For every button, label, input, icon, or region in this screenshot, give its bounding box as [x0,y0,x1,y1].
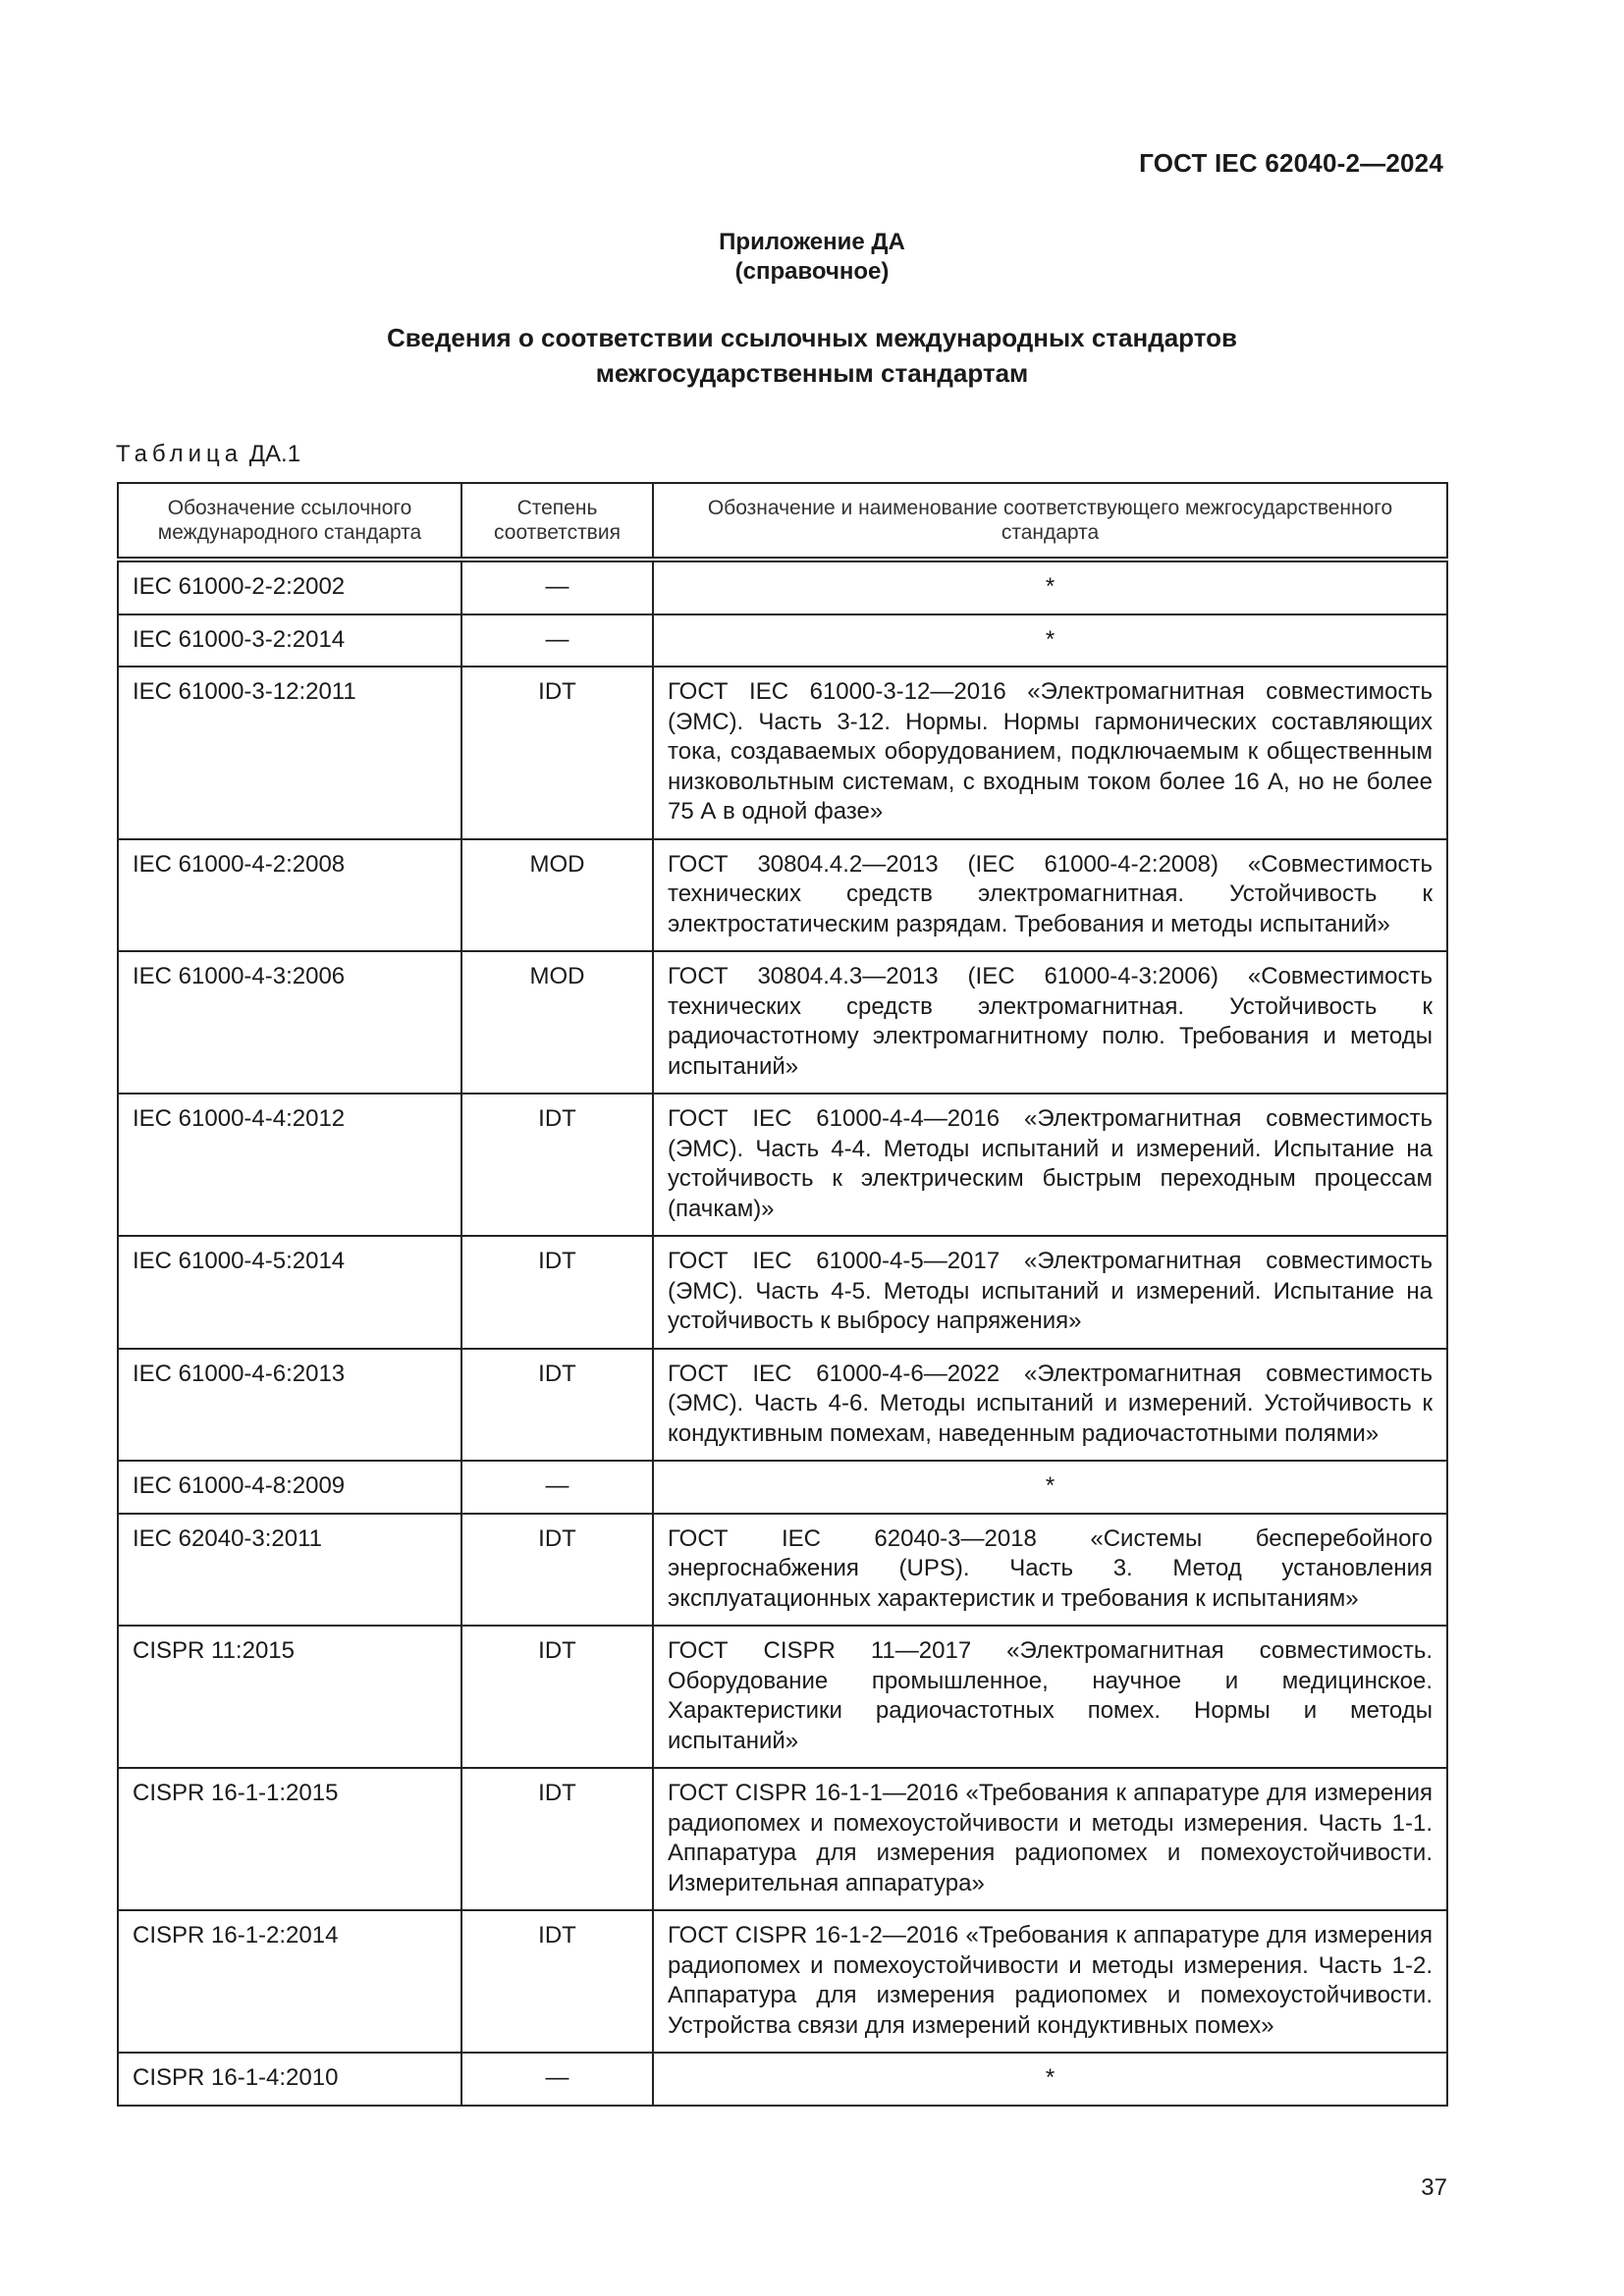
table-row [118,1910,1447,2053]
document-code: ГОСТ IEC 62040-2—2024 [1139,148,1443,178]
table-header-row [118,483,1447,560]
cell-international-standard: IEC 61000-4-4:2012 [118,1094,461,1236]
cell-international-standard: IEC 61000-2-2:2002 [118,560,461,614]
cell-interstate-standard: ГОСТ CISPR 16-1-1—2016 «Требования к аппаратуре для измерения радиопомех и помехоустойчивости и методы измерения. Часть 1-1. Аппаратура для измерения радиопомех и помехоустойчивости. Измерительная аппаратура» [653,1768,1447,1910]
cell-degree: — [461,614,653,667]
cell-degree: IDT [461,1910,653,2053]
table-row [118,1094,1447,1236]
table-row [118,614,1447,667]
cell-interstate-standard: * [653,614,1447,667]
table-body [118,560,1447,2106]
table-row [118,1236,1447,1349]
cell-interstate-standard: * [653,1461,1447,1514]
cell-degree: — [461,2053,653,2106]
cell-international-standard: IEC 61000-4-8:2009 [118,1461,461,1514]
cell-interstate-standard: ГОСТ IEC 61000-4-6—2022 «Электромагнитная совместимость (ЭМС). Часть 4-6. Методы испытаний и измерений. Устойчивость к кондуктивным помехам, наведенным радиочастотными полями» [653,1349,1447,1462]
cell-degree: IDT [461,667,653,839]
cell-degree: — [461,1461,653,1514]
standards-table [117,482,1448,2107]
cell-interstate-standard: ГОСТ CISPR 16-1-2—2016 «Требования к аппаратуре для измерения радиопомех и помехоустойчивости и методы измерения. Часть 1-2. Аппаратура для измерения радиопомех и помехоустойчивости. Устройства связи для измерений кондуктивных помех» [653,1910,1447,2053]
cell-international-standard: CISPR 11:2015 [118,1626,461,1768]
cell-international-standard: IEC 61000-3-12:2011 [118,667,461,839]
page-title-line-2: межгосударственным стандартам [595,358,1029,388]
table-row [118,839,1447,952]
page-title-line-1: Сведения о соответствии ссылочных международных стандартов [387,323,1237,352]
cell-international-standard: IEC 61000-4-3:2006 [118,951,461,1094]
table-row [118,1514,1447,1627]
cell-interstate-standard: ГОСТ IEC 61000-3-12—2016 «Электромагнитная совместимость (ЭМС). Часть 3-12. Нормы. Нормы гармонических составляющих тока, создаваемых оборудованием, подключаемым к общественным низковольтным системам, с входным током более 16 А, но не более 75 А в одной фазе» [653,667,1447,839]
cell-international-standard: IEC 62040-3:2011 [118,1514,461,1627]
cell-international-standard: IEC 61000-4-2:2008 [118,839,461,952]
cell-degree: — [461,560,653,614]
cell-degree: IDT [461,1768,653,1910]
cell-international-standard: CISPR 16-1-2:2014 [118,1910,461,2053]
cell-degree: IDT [461,1236,653,1349]
cell-international-standard: IEC 61000-4-5:2014 [118,1236,461,1349]
table-row [118,2053,1447,2106]
table-row [118,1461,1447,1514]
cell-international-standard: IEC 61000-4-6:2013 [118,1349,461,1462]
cell-degree: MOD [461,839,653,952]
cell-interstate-standard: * [653,2053,1447,2106]
cell-degree: IDT [461,1514,653,1627]
table-caption [116,441,300,468]
table-row [118,1349,1447,1462]
cell-degree: IDT [461,1349,653,1462]
table-row [118,951,1447,1094]
cell-international-standard: CISPR 16-1-4:2010 [118,2053,461,2106]
cell-international-standard: IEC 61000-3-2:2014 [118,614,461,667]
table-row [118,1626,1447,1768]
page-number: 37 [1421,2174,1447,2201]
cell-interstate-standard: ГОСТ CISPR 11—2017 «Электромагнитная совместимость. Оборудование промышленное, научное и медицинское. Характеристики радиочастотных помех. Нормы и методы испытаний» [653,1626,1447,1768]
cell-degree: IDT [461,1094,653,1236]
annex-heading [0,228,1624,287]
table-row [118,1768,1447,1910]
cell-interstate-standard: ГОСТ IEC 61000-4-4—2016 «Электромагнитная совместимость (ЭМС). Часть 4-4. Методы испытаний и измерений. Испытание на устойчивость к электрическим быстрым переходным процессам (пачкам)» [653,1094,1447,1236]
table-row [118,560,1447,614]
cell-interstate-standard: ГОСТ IEC 61000-4-5—2017 «Электромагнитная совместимость (ЭМС). Часть 4-5. Методы испытаний и измерений. Испытание на устойчивость к выбросу напряжения» [653,1236,1447,1349]
cell-interstate-standard: ГОСТ IEC 62040-3—2018 «Системы бесперебойного энергоснабжения (UPS). Часть 3. Метод установления эксплуатационных характеристик и требования к испытаниям» [653,1514,1447,1627]
cell-international-standard: CISPR 16-1-1:2015 [118,1768,461,1910]
cell-degree: IDT [461,1626,653,1768]
page-title [0,320,1624,391]
annex-subtitle: (справочное) [734,258,890,285]
table-caption-number: ДА.1 [248,441,301,467]
cell-degree: MOD [461,951,653,1094]
cell-interstate-standard: ГОСТ 30804.4.2—2013 (IEC 61000-4-2:2008) «Совместимость технических средств электромагнитная. Устойчивость к электростатическим разрядам. Требования и методы испытаний» [653,839,1447,952]
header-international-standard: Обозначение ссылочного международного стандарта [118,483,461,560]
annex-title: Приложение ДА [719,229,905,255]
header-degree-of-correspondence: Степень соответствия [461,483,653,560]
header-interstate-standard: Обозначение и наименование соответствующего межгосударственного стандарта [653,483,1447,560]
table-row [118,667,1447,839]
cell-interstate-standard: * [653,560,1447,614]
cell-interstate-standard: ГОСТ 30804.4.3—2013 (IEC 61000-4-3:2006) «Совместимость технических средств электромагнитная. Устойчивость к радиочастотному электромагнитному полю. Требования и методы испытаний» [653,951,1447,1094]
table-caption-word: Таблица [116,441,244,467]
